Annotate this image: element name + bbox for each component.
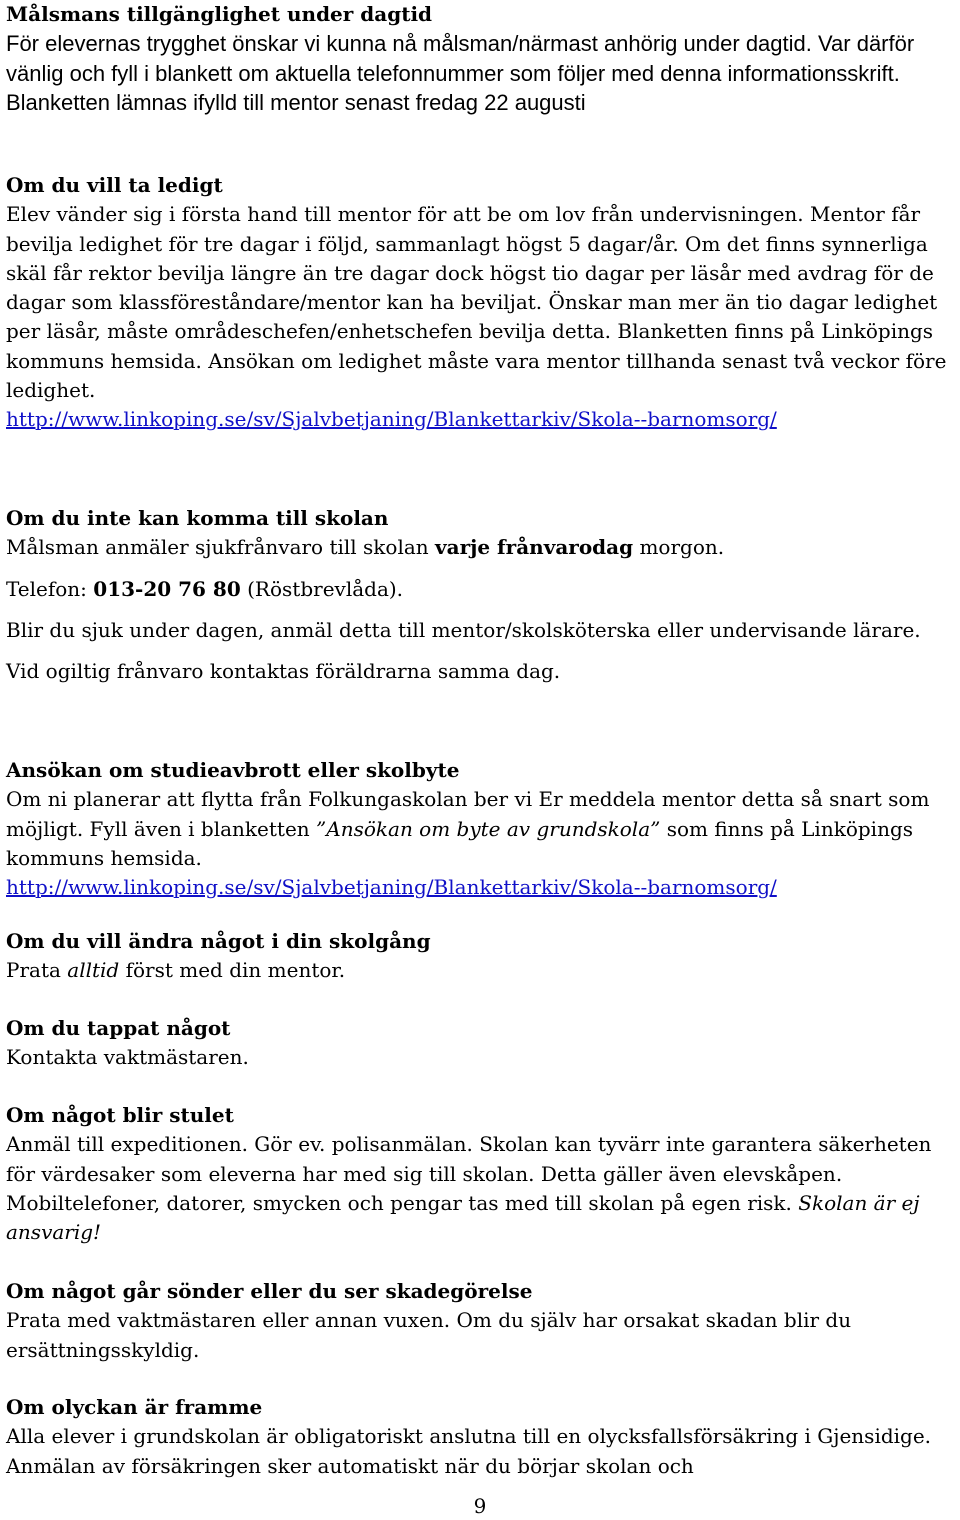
section-stolen <box>6 1101 958 1247</box>
school-change-text-b: som finns på Linköpings kommuns hemsida. <box>6 816 914 870</box>
heading-school-change: Ansökan om studieavbrott eller skolbyte <box>6 758 460 782</box>
heading-leave: Om du vill ta ledigt <box>6 173 223 197</box>
stolen-text <box>6 1130 958 1247</box>
stolen-not-responsible: Skolan är ej ansvarig! <box>6 1190 920 1245</box>
section-change-schooling <box>6 927 958 986</box>
stolen-text-main: Anmäl till expeditionen. Gör ev. polisanmälan. Skolan kan tyvärr inte garantera säkerheten för värdesaker som eleverna har med sig till skolan. Detta gäller även elevskåpen. Mobiltelefoner, datorer, smycken och pengar tas med till skolan på egen risk. <box>6 1132 932 1215</box>
sick-during-day-text: Blir du sjuk under dagen, anmäl detta till mentor/skolsköterska eller undervisande lärare. <box>6 617 921 642</box>
change-schooling-emphasis: alltid <box>67 958 120 983</box>
heading-guardian-availability: Målsmans tillgänglighet under dagtid <box>6 2 433 26</box>
leave-text: Elev vänder sig i första hand till mentor för att be om lov från undervisningen. Mentor får bevilja ledighet för tre dagar i följd, sammanlagt högst 5 dagar/år. Om det finns synnerliga skäl får rektor bevilja längre än tre dagar dock högst tio dagar per läsår med avdrag för de dagar som klassföreståndare/mentor kan ha beviljat. Önskar man mer än tio dagar ledighet per läsår, måste områdeschefen/enhetschefen bevilja detta. Blanketten finns på Linköpings kommuns hemsida. Ansökan om ledighet måste vara mentor tillhanda senast två veckor före ledighet. <box>6 202 947 403</box>
section-damage <box>6 1277 958 1365</box>
leave-blankett-link[interactable]: http://www.linkoping.se/sv/Sjalvbetjaning/Blankettarkiv/Skola--barnomsorg/ <box>6 407 777 432</box>
heading-absence: Om du inte kan komma till skolan <box>6 506 389 530</box>
section-school-change <box>6 756 958 902</box>
section-leave <box>6 171 958 435</box>
section-lost-item <box>6 1014 958 1073</box>
phone-line <box>6 575 958 604</box>
school-change-blankett-link[interactable]: http://www.linkoping.se/sv/Sjalvbetjaning/Blankettarkiv/Skola--barnomsorg/ <box>6 875 777 900</box>
absence-report-text-a: Målsman anmäler sjukfrånvaro till skolan <box>6 535 436 560</box>
change-schooling-text-b: först med din mentor. <box>119 958 346 983</box>
heading-damage: Om något går sönder eller du ser skadegörelse <box>6 1279 533 1303</box>
page-number: 9 <box>473 1494 487 1518</box>
leave-link-row <box>6 405 958 434</box>
heading-change-schooling: Om du vill ändra något i din skolgång <box>6 929 431 953</box>
phone-number: 013-20 76 80 <box>93 576 241 601</box>
section-guardian-availability <box>6 0 958 117</box>
heading-stolen: Om något blir stulet <box>6 1103 234 1127</box>
heading-accident: Om olyckan är framme <box>6 1395 263 1419</box>
unexcused-absence-text: Vid ogiltig frånvaro kontaktas föräldrarna samma dag. <box>6 659 561 684</box>
damage-text: Prata med vaktmästaren eller annan vuxen. Om du själv har orsakat skadan blir du ersättningsskyldig. <box>6 1308 852 1362</box>
absence-report-text-c: morgon. <box>633 535 725 560</box>
school-change-text <box>6 785 958 873</box>
section-accident <box>6 1393 958 1481</box>
guardian-availability-text: För elevernas trygghet önskar vi kunna nå målsman/närmast anhörig under dagtid. Var därför vänlig och fyll i blankett om aktuella telefonnummer som följer med denna informationsskrift. Blanketten lämnas ifylld till mentor senast fredag 22 augusti <box>6 31 915 115</box>
phone-label: Telefon: <box>6 576 94 601</box>
change-schooling-text <box>6 956 958 985</box>
accident-text: Alla elever i grundskolan är obligatoriskt anslutna till en olycksfallsförsäkring i Gjensidige. Anmälan av försäkringen sker automatiskt när du börjar skolan och <box>6 1424 932 1478</box>
absence-report-text <box>6 533 958 562</box>
school-change-link-row <box>6 873 958 902</box>
section-absence <box>6 504 958 686</box>
heading-lost-item: Om du tappat något <box>6 1016 231 1040</box>
change-schooling-text-a: Prata <box>6 958 68 983</box>
school-change-text-a: Om ni planerar att flytta från Folkungaskolan ber vi Er meddela mentor detta så snart som möjligt. Fyll även i blanketten <box>6 787 930 841</box>
phone-note: (Röstbrevlåda). <box>240 576 404 601</box>
school-change-form-name: ”Ansökan om byte av grundskola” <box>316 816 661 841</box>
lost-item-text: Kontakta vaktmästaren. <box>6 1045 249 1070</box>
absence-every-day: varje frånvarodag <box>435 535 634 560</box>
